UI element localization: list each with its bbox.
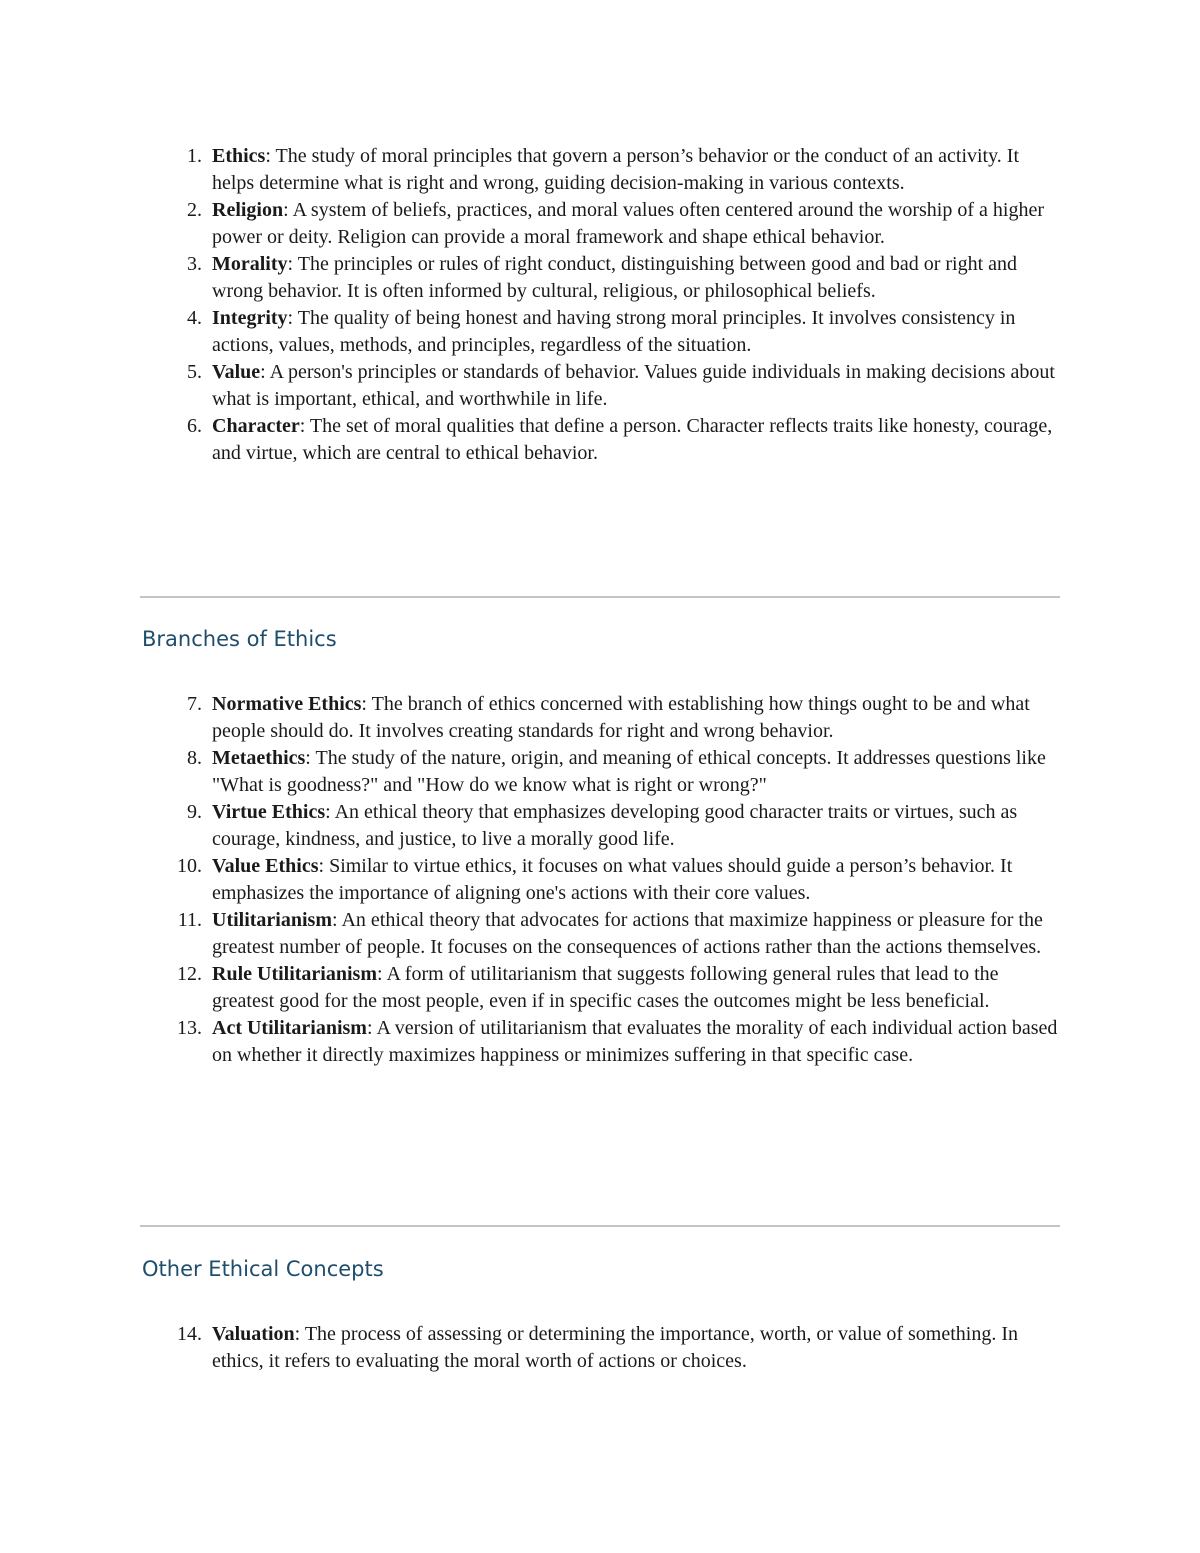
item-definition: : The principles or rules of right conduct, distinguishing between good and bad or right and wrong behavior. It is often informed by cultural, religious, or philosophical beliefs. bbox=[212, 253, 1018, 302]
item-definition: : The quality of being honest and having strong moral principles. It involves consistency in actions, values, methods, and principles, regardless of the situation. bbox=[212, 307, 1016, 356]
item-term: Normative Ethics bbox=[212, 693, 362, 715]
item-definition: : A form of utilitarianism that suggests following general rules that lead to the greatest good for the most people, even if in specific cases the outcomes might be less beneficial. bbox=[212, 963, 999, 1012]
item-number: 2. bbox=[187, 199, 202, 221]
list-item bbox=[140, 745, 1060, 799]
item-term: Ethics bbox=[212, 145, 266, 167]
item-term: Character bbox=[212, 415, 300, 437]
item-definition: : A system of beliefs, practices, and moral values often centered around the worship of a higher power or deity. Religion can provide a moral framework and shape ethical behavior. bbox=[212, 199, 1044, 248]
item-term: Morality bbox=[212, 253, 288, 275]
section-divider bbox=[140, 596, 1060, 598]
item-term: Valuation bbox=[212, 1323, 295, 1345]
list-item bbox=[140, 197, 1060, 251]
list-item bbox=[140, 799, 1060, 853]
list-item bbox=[140, 1015, 1060, 1069]
item-term: Value bbox=[212, 361, 261, 383]
item-number: 5. bbox=[187, 361, 202, 383]
item-definition: : An ethical theory that emphasizes developing good character traits or virtues, such as courage, kindness, and justice, to live a morally good life. bbox=[212, 801, 1018, 850]
item-number: 11. bbox=[177, 909, 202, 931]
section-divider bbox=[140, 1225, 1060, 1227]
list-item bbox=[140, 251, 1060, 305]
item-number: 6. bbox=[187, 415, 202, 437]
branches-list bbox=[140, 691, 1060, 1069]
item-number: 4. bbox=[187, 307, 202, 329]
list-item bbox=[140, 691, 1060, 745]
list-item bbox=[140, 1321, 1060, 1375]
list-item bbox=[140, 359, 1060, 413]
item-term: Utilitarianism bbox=[212, 909, 332, 931]
item-term: Integrity bbox=[212, 307, 288, 329]
item-number: 3. bbox=[187, 253, 202, 275]
item-term: Virtue Ethics bbox=[212, 801, 326, 823]
item-number: 9. bbox=[187, 801, 202, 823]
item-term: Metaethics bbox=[212, 747, 306, 769]
item-definition: : A version of utilitarianism that evaluates the morality of each individual action based on whether it directly maximizes happiness or minimizes suffering in that specific case. bbox=[212, 1017, 1058, 1066]
item-definition: : An ethical theory that advocates for actions that maximize happiness or pleasure for the greatest number of people. It focuses on the consequences of actions rather than the actions themselves. bbox=[212, 909, 1043, 958]
list-item bbox=[140, 143, 1060, 197]
section-heading-branches: Branches of Ethics bbox=[142, 627, 337, 651]
list-item bbox=[140, 907, 1060, 961]
item-definition: : The process of assessing or determining the importance, worth, or value of something. In ethics, it refers to evaluating the moral worth of actions or choices. bbox=[212, 1323, 1018, 1372]
item-number: 10. bbox=[177, 855, 202, 877]
section-heading-other-concepts: Other Ethical Concepts bbox=[142, 1257, 384, 1281]
item-definition: : A person's principles or standards of behavior. Values guide individuals in making decisions about what is important, ethical, and worthwhile in life. bbox=[212, 361, 1055, 410]
list-item bbox=[140, 305, 1060, 359]
item-number: 8. bbox=[187, 747, 202, 769]
item-definition: : The branch of ethics concerned with establishing how things ought to be and what people should do. It involves creating standards for right and wrong behavior. bbox=[212, 693, 1030, 742]
item-term: Value Ethics bbox=[212, 855, 319, 877]
item-term: Act Utilitarianism bbox=[212, 1017, 367, 1039]
item-term: Rule Utilitarianism bbox=[212, 963, 377, 985]
list-item bbox=[140, 961, 1060, 1015]
item-number: 1. bbox=[187, 145, 202, 167]
item-definition: : The set of moral qualities that define a person. Character reflects traits like honesty, courage, and virtue, which are central to ethical behavior. bbox=[212, 415, 1053, 464]
list-item bbox=[140, 853, 1060, 907]
other-concepts-list bbox=[140, 1321, 1060, 1375]
item-definition: : Similar to virtue ethics, it focuses on what values should guide a person’s behavior. It emphasizes the importance of aligning one's actions with their core values. bbox=[212, 855, 1013, 904]
item-term: Religion bbox=[212, 199, 284, 221]
item-number: 13. bbox=[177, 1017, 202, 1039]
item-number: 14. bbox=[177, 1323, 202, 1345]
item-definition: : The study of moral principles that govern a person’s behavior or the conduct of an activity. It helps determine what is right and wrong, guiding decision-making in various contexts. bbox=[212, 145, 1020, 194]
item-number: 12. bbox=[177, 963, 202, 985]
item-number: 7. bbox=[187, 693, 202, 715]
item-definition: : The study of the nature, origin, and meaning of ethical concepts. It addresses questions like "What is goodness?" and "How do we know what is right or wrong?" bbox=[212, 747, 1046, 796]
list-item bbox=[140, 413, 1060, 467]
definitions-list bbox=[140, 143, 1060, 467]
